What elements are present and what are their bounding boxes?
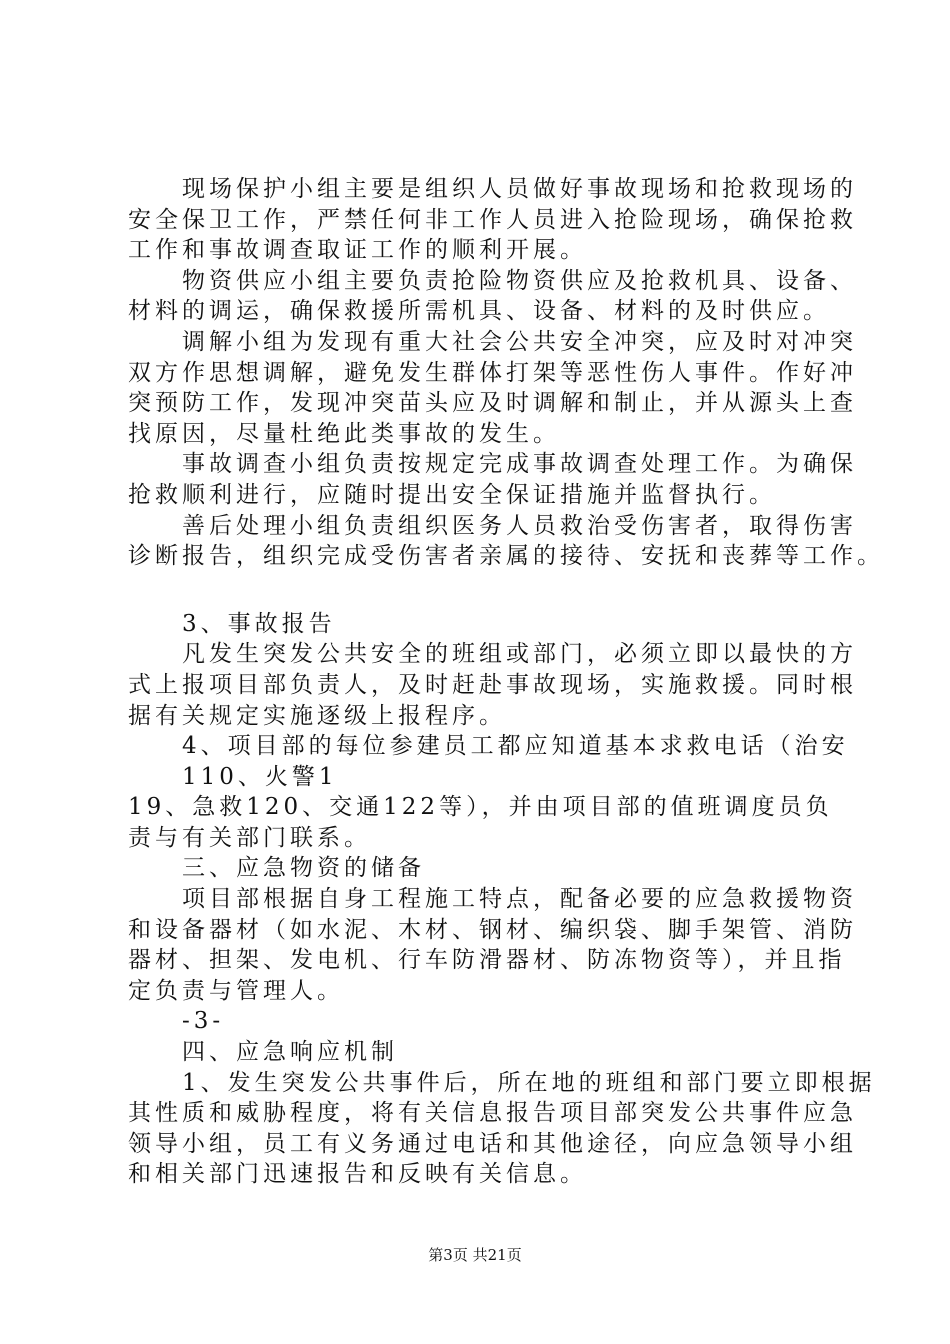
body-text-line: 突预防工作，发现冲突苗头应及时调解和制止，并从源头上查 bbox=[128, 390, 857, 417]
body-text-line: 责与有关部门联系。 bbox=[128, 824, 371, 851]
body-text-line: 器材、担架、发电机、行车防滑器材、防冻物资等），并且指 bbox=[128, 947, 846, 974]
body-text-line: 工作和事故调查取证工作的顺利开展。 bbox=[128, 237, 587, 264]
body-text-line: 安全保卫工作，严禁任何非工作人员进入抢险现场，确保抢救 bbox=[128, 206, 857, 233]
body-text-line: 19、急救120、交通122等），并由项目部的值班调度员负 bbox=[128, 794, 833, 821]
body-text-line: 定负责与管理人。 bbox=[128, 977, 344, 1004]
body-text-line: 材料的调运，确保救援所需机具、设备、材料的及时供应。 bbox=[128, 298, 830, 325]
body-text-line: 式上报项目部负责人，及时赶赴事故现场，实施救援。同时根 bbox=[128, 671, 857, 698]
section-heading: 3、事故报告 bbox=[182, 610, 336, 637]
body-text-line: 据有关规定实施逐级上报程序。 bbox=[128, 702, 506, 729]
body-text-line: 和设备器材（如水泥、木材、钢材、编织袋、脚手架管、消防 bbox=[128, 916, 857, 943]
body-text-line: 抢救顺利进行，应随时提出安全保证措施并监督执行。 bbox=[128, 481, 776, 508]
inline-page-marker: -3- bbox=[182, 1008, 225, 1035]
page-footer: 第3页 共21页 bbox=[428, 1246, 522, 1264]
body-text-line: 调解小组为发现有重大社会公共安全冲突，应及时对冲突 bbox=[182, 328, 857, 355]
body-text-line: 物资供应小组主要负责抢险物资供应及抢救机具、设备、 bbox=[182, 267, 857, 294]
document-body bbox=[128, 174, 884, 1190]
body-text-line: 4、项目部的每位参建员工都应知道基本求救电话（治安 bbox=[182, 733, 849, 760]
section-heading: 三、应急物资的储备 bbox=[182, 855, 425, 882]
body-text-line: 凡发生突发公共安全的班组或部门，必须立即以最快的方 bbox=[182, 641, 857, 668]
body-text-line: 领导小组，员工有义务通过电话和其他途径，向应急领导小组 bbox=[128, 1130, 857, 1157]
body-text-line: 110、火警1 bbox=[182, 763, 338, 790]
body-text-line: 现场保护小组主要是组织人员做好事故现场和抢救现场的 bbox=[182, 176, 857, 202]
body-text-line: 找原因，尽量杜绝此类事故的发生。 bbox=[128, 420, 560, 447]
body-text-line: 双方作思想调解，避免发生群体打架等恶性伤人事件。作好冲 bbox=[128, 359, 857, 386]
body-text-line: 其性质和威胁程度，将有关信息报告项目部突发公共事件应急 bbox=[128, 1100, 857, 1127]
body-text-line: 诊断报告，组织完成受伤害者亲属的接待、安抚和丧葬等工作。 bbox=[128, 543, 884, 570]
body-text-line: 项目部根据自身工程施工特点，配备必要的应急救援物资 bbox=[182, 886, 857, 913]
body-text-line: 善后处理小组负责组织医务人员救治受伤害者，取得伤害 bbox=[182, 512, 857, 539]
body-text-line: 和相关部门迅速报告和反映有关信息。 bbox=[128, 1161, 587, 1188]
section-heading: 四、应急响应机制 bbox=[182, 1039, 398, 1066]
body-text-line: 事故调查小组负责按规定完成事故调查处理工作。为确保 bbox=[182, 451, 857, 478]
paragraph-gap bbox=[128, 572, 848, 609]
body-text-line: 1、发生突发公共事件后，所在地的班组和部门要立即根据 bbox=[182, 1069, 876, 1096]
